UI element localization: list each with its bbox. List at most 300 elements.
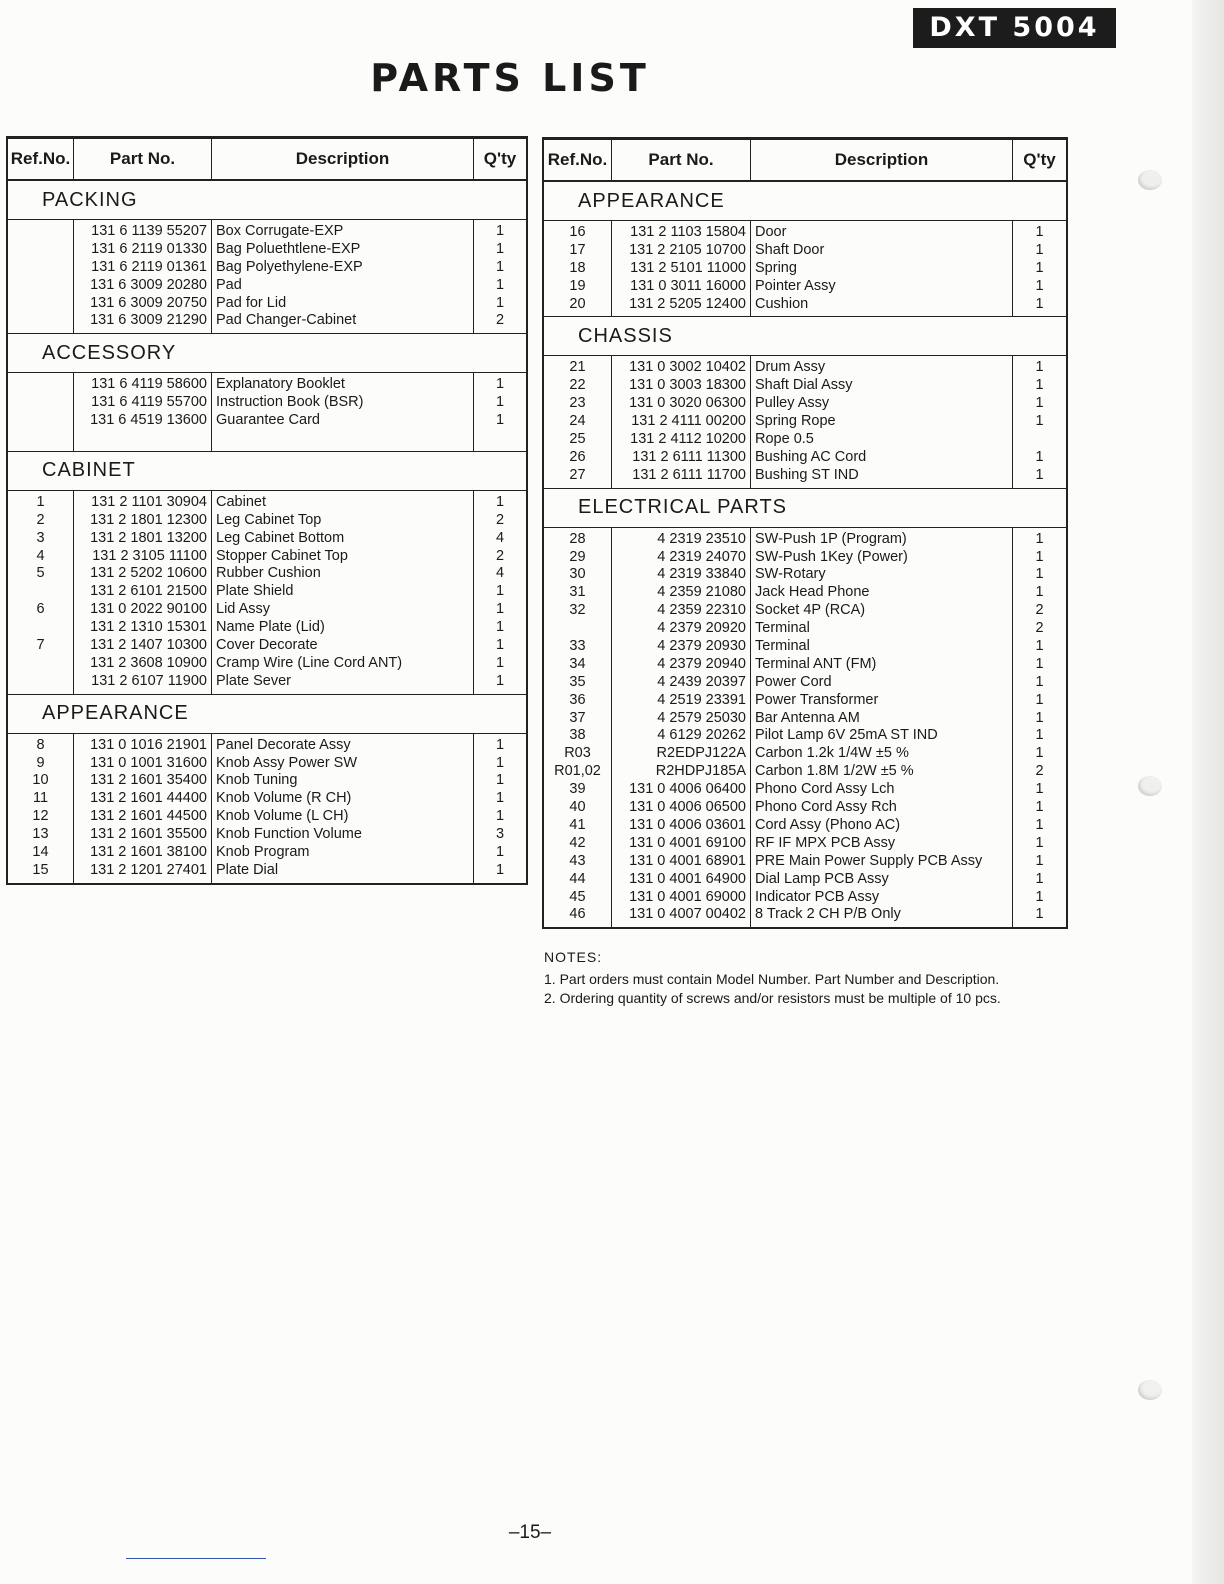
- section-body: [544, 221, 1066, 317]
- cell-ref: 20: [569, 295, 586, 312]
- section-body: [544, 528, 1066, 928]
- cell-ref: [8, 412, 73, 430]
- cell-part: 4 2519 23391: [657, 691, 746, 708]
- cell-qty: 1: [495, 258, 505, 275]
- cell-desc: Power Cord: [755, 673, 832, 690]
- column-desc: [212, 220, 474, 333]
- cell-qty: [474, 430, 526, 448]
- cell-qty: 1: [1035, 241, 1044, 258]
- cell-qty: 4: [495, 529, 505, 546]
- cell-part: 131 2 3105 11100: [92, 547, 207, 564]
- cell-part: 131 6 4119 55700: [91, 394, 207, 411]
- cell-ref: 15: [32, 861, 49, 878]
- cell-desc: SW-Push 1P (Program): [755, 530, 907, 547]
- cell-ref: 5: [36, 565, 45, 582]
- cell-desc: PRE Main Power Supply PCB Assy: [755, 852, 983, 869]
- cell-desc: Pilot Lamp 6V 25mA ST IND: [755, 727, 938, 744]
- cell-part: 131 6 4519 13600: [90, 412, 207, 429]
- cell-ref: 41: [569, 816, 586, 833]
- cell-part: 4 2319 23510: [657, 530, 746, 547]
- cell-qty: 1: [495, 240, 505, 257]
- cell-qty: 1: [1035, 566, 1044, 583]
- cell-part: 4 2319 33840: [657, 566, 746, 583]
- cell-qty: 1: [495, 672, 505, 689]
- cell-qty: 1: [1035, 852, 1044, 869]
- cell-part: 131 6 2119 01361: [91, 258, 207, 275]
- cell-qty: 1: [495, 736, 505, 753]
- cell-ref: 7: [36, 637, 45, 654]
- cell-desc: Cabinet: [216, 493, 266, 510]
- cell-part: 131 2 5101 11000: [630, 259, 746, 276]
- cell-ref: 36: [569, 691, 586, 708]
- cell-desc: Terminal: [755, 638, 810, 655]
- column-qty: [1013, 528, 1066, 928]
- column-qty: [474, 734, 526, 883]
- cell-ref: [8, 430, 73, 448]
- cell-part: 4 2379 20930: [657, 638, 746, 655]
- cell-qty: 1: [1035, 224, 1044, 240]
- cell-desc: Jack Head Phone: [755, 584, 870, 601]
- cell-ref: 34: [569, 655, 586, 672]
- cell-ref: 4: [36, 547, 45, 564]
- cell-desc: Carbon 1.8M 1/2W ±5 %: [755, 763, 914, 780]
- section-heading: CHASSIS: [544, 317, 1066, 356]
- cell-part: 131 6 4119 58600: [91, 376, 207, 393]
- cell-desc: Bar Antenna AM: [755, 709, 860, 726]
- cell-qty: 1: [1035, 413, 1044, 430]
- cell-part: 131 2 5205 12400: [629, 295, 746, 312]
- cell-qty: 1: [1035, 530, 1044, 547]
- cell-part: 131 0 1016 21901: [90, 736, 207, 753]
- cell-qty: 2: [1035, 620, 1044, 637]
- cell-desc: [212, 430, 473, 448]
- column-ref: [544, 528, 612, 928]
- section-heading: ACCESSORY: [8, 334, 526, 373]
- cell-part: 131 2 6107 11900: [91, 672, 207, 689]
- cell-part: 131 2 3608 10900: [90, 654, 207, 671]
- column-part: [74, 734, 212, 883]
- cell-ref: 25: [569, 431, 586, 448]
- cell-desc: Plate Sever: [216, 672, 291, 689]
- cell-ref: 18: [569, 259, 586, 276]
- column-desc: [212, 373, 474, 451]
- cell-qty: 1: [495, 654, 505, 671]
- column-part: [612, 221, 751, 316]
- cell-desc: Pad Changer-Cabinet: [216, 312, 357, 329]
- cell-ref: 37: [569, 709, 586, 726]
- cell-ref: [8, 583, 73, 601]
- cell-ref: [8, 312, 73, 330]
- cell-part: 131 2 6111 11300: [632, 448, 746, 465]
- cell-desc: Rubber Cushion: [216, 565, 321, 582]
- page-number: –15–: [508, 1522, 552, 1543]
- cell-qty: 1: [495, 861, 505, 878]
- cell-qty: 2: [1035, 602, 1044, 619]
- cell-part: 131 2 6101 21500: [90, 583, 207, 600]
- cell-part: 131 2 6111 11700: [632, 466, 746, 483]
- notes: [544, 948, 1104, 1008]
- cell-ref: [8, 223, 73, 241]
- cell-part: 4 2579 25030: [657, 709, 746, 726]
- cell-desc: Shaft Dial Assy: [755, 377, 853, 394]
- model-badge: DXT 5004: [913, 8, 1116, 48]
- cell-ref: [8, 295, 73, 313]
- cell-ref: 42: [569, 834, 586, 851]
- cell-part: [74, 430, 211, 448]
- cell-ref: 3: [36, 529, 45, 546]
- cell-qty: 1: [1035, 834, 1044, 851]
- column-part: [74, 220, 212, 333]
- cell-ref: 14: [32, 844, 49, 861]
- cell-qty: 2: [495, 547, 505, 564]
- cell-part: 131 0 2022 90100: [90, 601, 207, 618]
- cell-ref: 23: [569, 395, 586, 412]
- cell-ref: 16: [569, 224, 586, 240]
- section-body: [8, 373, 526, 452]
- cell-part: 131 6 3009 20280: [90, 276, 207, 293]
- cell-desc: Spring Rope: [755, 413, 836, 430]
- cell-desc: Leg Cabinet Top: [216, 511, 322, 528]
- cell-ref: 9: [36, 754, 45, 771]
- column-qty: [474, 491, 526, 694]
- note-item: 1. Part orders must contain Model Number. Part Number and Description.: [544, 971, 1000, 987]
- cell-qty: 1: [1035, 448, 1044, 465]
- column-qty: [1013, 356, 1066, 487]
- cell-qty: 4: [495, 565, 505, 582]
- cell-qty: 1: [1035, 781, 1044, 798]
- cell-qty: 1: [1035, 277, 1044, 294]
- cell-desc: Lid Assy: [216, 601, 270, 618]
- cell-qty: 1: [495, 583, 505, 600]
- cell-desc: Cushion: [755, 295, 809, 312]
- cell-ref: 45: [569, 888, 586, 905]
- table-header: [8, 139, 526, 181]
- cell-desc: Instruction Book (BSR): [216, 394, 364, 411]
- cell-qty: 2: [495, 511, 505, 528]
- cell-ref: 33: [569, 638, 586, 655]
- cell-qty: 1: [1035, 655, 1044, 672]
- cell-part: 131 6 3009 21290: [90, 312, 207, 329]
- column-part: [74, 373, 212, 451]
- cell-desc: SW-Rotary: [755, 566, 826, 583]
- column-desc: [751, 356, 1013, 487]
- cell-desc: Pad: [216, 276, 242, 293]
- cell-part: R2EDPJ122A: [656, 745, 746, 762]
- cell-ref: [8, 673, 73, 691]
- cell-qty: 3: [495, 826, 505, 843]
- cell-ref: [8, 277, 73, 295]
- cell-part: 131 0 4001 69000: [629, 888, 746, 905]
- cell-ref: [8, 241, 73, 259]
- cell-part: 131 2 5202 10600: [90, 565, 207, 582]
- cell-desc: Shaft Door: [755, 241, 825, 258]
- cell-desc: Power Transformer: [755, 691, 879, 708]
- cell-qty: 1: [495, 772, 505, 789]
- table-header: [544, 140, 1066, 182]
- cell-desc: Phono Cord Assy Rch: [755, 799, 897, 816]
- cell-part: 131 2 4111 00200: [631, 413, 746, 430]
- binder-hole-bottom: [1138, 1380, 1162, 1400]
- cell-desc: Drum Assy: [755, 359, 826, 376]
- cell-qty: 1: [495, 790, 505, 807]
- header-desc: Description: [751, 140, 1013, 180]
- section-body: [544, 356, 1066, 488]
- cell-part: 131 0 3011 16000: [630, 277, 746, 294]
- cell-qty: 1: [1035, 466, 1044, 483]
- cell-ref: 39: [569, 781, 586, 798]
- section-body: [8, 220, 526, 334]
- cell-desc: Rope 0.5: [755, 431, 814, 448]
- cell-qty: 1: [1035, 709, 1044, 726]
- cell-desc: Bag Polyethylene-EXP: [216, 258, 363, 275]
- cell-desc: Dial Lamp PCB Assy: [755, 870, 889, 887]
- cell-part: 131 0 4001 68901: [629, 852, 746, 869]
- section-heading: PACKING: [8, 181, 526, 220]
- cell-desc: Terminal: [755, 620, 810, 637]
- cell-desc: Box Corrugate-EXP: [216, 223, 344, 239]
- cell-part: 131 0 3020 06300: [629, 395, 746, 412]
- cell-part: 131 0 4001 64900: [629, 870, 746, 887]
- column-qty: [474, 373, 526, 451]
- cell-ref: 31: [569, 584, 586, 601]
- binder-hole-top: [1138, 170, 1162, 190]
- cell-qty: 1: [1035, 638, 1044, 655]
- cell-part: 131 0 4006 03601: [629, 816, 746, 833]
- cell-part: 4 2379 20940: [657, 655, 746, 672]
- header-ref: Ref.No.: [8, 139, 74, 179]
- scan-underline-mark: [126, 1558, 266, 1559]
- cell-qty: 1: [1035, 377, 1044, 394]
- parts-table-left: [6, 136, 528, 885]
- cell-qty: 1: [1035, 673, 1044, 690]
- column-qty: [1013, 221, 1066, 316]
- cell-qty: 1: [1035, 359, 1044, 376]
- cell-qty: 1: [495, 844, 505, 861]
- cell-desc: Cord Assy (Phono AC): [755, 816, 901, 833]
- cell-part: 131 0 1001 31600: [90, 754, 207, 771]
- cell-part: 131 2 1801 12300: [90, 511, 207, 528]
- cell-desc: Bushing AC Cord: [755, 448, 867, 465]
- cell-ref: 44: [569, 870, 586, 887]
- cell-qty: 1: [495, 276, 505, 293]
- cell-ref: 40: [569, 799, 586, 816]
- parts-table-right: [542, 137, 1068, 929]
- cell-qty: 1: [1035, 295, 1044, 312]
- cell-desc: Bushing ST IND: [755, 466, 859, 483]
- column-part: [74, 491, 212, 694]
- header-part: Part No.: [612, 140, 751, 180]
- cell-part: 131 0 3003 18300: [629, 377, 746, 394]
- cell-qty: 1: [1035, 395, 1044, 412]
- cell-part: 4 2379 20920: [657, 620, 746, 637]
- cell-ref: R01,02: [554, 763, 601, 780]
- cell-ref: 22: [569, 377, 586, 394]
- cell-part: 131 2 1407 10300: [90, 637, 207, 654]
- cell-desc: Indicator PCB Assy: [755, 888, 880, 905]
- cell-qty: 1: [495, 394, 505, 411]
- cell-ref: 2: [36, 511, 45, 528]
- cell-ref: 30: [569, 566, 586, 583]
- column-desc: [751, 528, 1013, 928]
- cell-qty: 2: [495, 312, 505, 329]
- cell-part: 131 2 4112 10200: [630, 431, 746, 448]
- cell-part: 131 2 1601 38100: [90, 844, 207, 861]
- cell-qty: 1: [495, 808, 505, 825]
- cell-part: 131 2 1103 15804: [630, 224, 746, 240]
- cell-qty: 1: [495, 294, 505, 311]
- cell-ref: 32: [569, 602, 586, 619]
- cell-qty: 1: [1035, 727, 1044, 744]
- column-desc: [212, 734, 474, 883]
- cell-ref: 19: [569, 277, 586, 294]
- page-title: PARTS LIST: [370, 56, 650, 100]
- cell-desc: Knob Function Volume: [216, 826, 362, 843]
- cell-desc: Leg Cabinet Bottom: [216, 529, 345, 546]
- cell-part: 131 0 4001 69100: [629, 834, 746, 851]
- cell-part: 131 2 1601 35400: [90, 772, 207, 789]
- cell-desc: Knob Volume (L CH): [216, 808, 349, 825]
- cell-ref: 11: [32, 790, 49, 807]
- cell-ref: 17: [569, 241, 586, 258]
- cell-ref: 43: [569, 852, 586, 869]
- header-part: Part No.: [74, 139, 212, 179]
- cell-part: 131 0 3002 10402: [629, 359, 746, 376]
- cell-qty: [1013, 431, 1066, 449]
- cell-ref: 13: [32, 826, 49, 843]
- column-desc: [212, 491, 474, 694]
- column-ref: [8, 491, 74, 694]
- cell-desc: Phono Cord Assy Lch: [755, 781, 895, 798]
- cell-part: 131 2 2105 10700: [629, 241, 746, 258]
- cell-desc: Cramp Wire (Line Cord ANT): [216, 654, 403, 671]
- cell-qty: 1: [495, 493, 505, 510]
- cell-desc: Pointer Assy: [755, 277, 836, 294]
- cell-desc: Pulley Assy: [755, 395, 830, 412]
- cell-desc: Name Plate (Lid): [216, 619, 325, 636]
- cell-desc: Cover Decorate: [216, 637, 318, 654]
- cell-qty: 1: [495, 376, 505, 393]
- cell-ref: [8, 376, 73, 394]
- cell-qty: 1: [1035, 799, 1044, 816]
- cell-qty: 1: [1035, 888, 1044, 905]
- cell-part: R2HDPJ185A: [655, 763, 746, 780]
- section-heading: CABINET: [8, 452, 526, 491]
- header-qty: Q'ty: [483, 149, 517, 168]
- cell-part: 4 2359 21080: [657, 584, 746, 601]
- cell-qty: 1: [495, 601, 505, 618]
- cell-desc: Socket 4P (RCA): [755, 602, 866, 619]
- column-ref: [544, 356, 612, 487]
- cell-ref: 35: [569, 673, 586, 690]
- cell-ref: [8, 259, 73, 277]
- cell-desc: Carbon 1.2k 1/4W ±5 %: [755, 745, 909, 762]
- cell-part: 131 6 2119 01330: [91, 240, 207, 257]
- cell-part: 4 6129 20262: [657, 727, 746, 744]
- binder-hole-middle: [1138, 776, 1162, 796]
- column-ref: [8, 220, 74, 333]
- cell-part: 131 2 1201 27401: [90, 861, 207, 878]
- column-part: [612, 356, 751, 487]
- cell-desc: Explanatory Booklet: [216, 376, 345, 393]
- cell-qty: 1: [1035, 548, 1044, 565]
- cell-qty: 1: [495, 412, 505, 429]
- cell-part: 131 2 1801 13200: [90, 529, 207, 546]
- section-body: [8, 734, 526, 883]
- cell-qty: 1: [495, 754, 505, 771]
- cell-ref: 27: [569, 466, 586, 483]
- cell-ref: [8, 619, 73, 637]
- cell-part: 131 0 4006 06500: [629, 799, 746, 816]
- cell-ref: [544, 620, 611, 638]
- cell-ref: 1: [36, 493, 45, 510]
- cell-part: 131 2 1601 44400: [90, 790, 207, 807]
- note-item: 2. Ordering quantity of screws and/or resistors must be multiple of 10 pcs.: [544, 990, 1001, 1006]
- cell-ref: 29: [569, 548, 586, 565]
- cell-ref: R03: [564, 745, 591, 762]
- cell-qty: 1: [495, 637, 505, 654]
- section-heading: APPEARANCE: [8, 695, 526, 734]
- cell-part: 131 2 1101 30904: [91, 493, 207, 510]
- cell-ref: 26: [569, 448, 586, 465]
- cell-ref: 10: [32, 772, 49, 789]
- cell-ref: 38: [569, 727, 586, 744]
- cell-desc: 8 Track 2 CH P/B Only: [755, 906, 901, 923]
- cell-qty: 1: [1035, 816, 1044, 833]
- header-qty: Q'ty: [1023, 150, 1056, 169]
- cell-qty: 1: [1035, 584, 1044, 601]
- section-heading: ELECTRICAL PARTS: [544, 489, 1066, 528]
- cell-qty: 1: [1035, 906, 1044, 923]
- cell-desc: Pad for Lid: [216, 294, 287, 311]
- section-body: [8, 491, 526, 695]
- cell-qty: 1: [1035, 259, 1044, 276]
- column-ref: [8, 734, 74, 883]
- cell-part: 131 0 4006 06400: [629, 781, 746, 798]
- cell-desc: Stopper Cabinet Top: [216, 547, 348, 564]
- column-desc: [751, 221, 1013, 316]
- cell-ref: [8, 655, 73, 673]
- column-part: [612, 528, 751, 928]
- cell-ref: 8: [36, 736, 45, 753]
- cell-qty: 1: [495, 619, 505, 636]
- column-ref: [8, 373, 74, 451]
- cell-qty: 1: [1035, 870, 1044, 887]
- cell-ref: 46: [569, 906, 586, 923]
- notes-title: NOTES:: [544, 949, 603, 965]
- cell-qty: 2: [1035, 763, 1044, 780]
- cell-desc: SW-Push 1Key (Power): [755, 548, 908, 565]
- cell-desc: RF IF MPX PCB Assy: [755, 834, 896, 851]
- cell-part: 131 6 3009 20750: [90, 294, 207, 311]
- cell-ref: 21: [569, 359, 586, 376]
- cell-part: 131 0 4007 00402: [629, 906, 746, 923]
- column-ref: [544, 221, 612, 316]
- cell-ref: 28: [569, 530, 586, 547]
- column-qty: [474, 220, 526, 333]
- cell-desc: Terminal ANT (FM): [755, 655, 877, 672]
- cell-desc: Door: [755, 224, 787, 240]
- cell-desc: Plate Shield: [216, 583, 294, 600]
- header-desc: Description: [212, 139, 474, 179]
- header-ref: Ref.No.: [544, 140, 612, 180]
- cell-desc: Bag Poluethtlene-EXP: [216, 240, 361, 257]
- cell-part: 131 2 1601 44500: [90, 808, 207, 825]
- cell-ref: 6: [36, 601, 45, 618]
- cell-part: 131 2 1310 15301: [90, 619, 207, 636]
- cell-desc: Knob Volume (R CH): [216, 790, 352, 807]
- cell-part: 131 2 1601 35500: [90, 826, 207, 843]
- section-heading: APPEARANCE: [544, 182, 1066, 221]
